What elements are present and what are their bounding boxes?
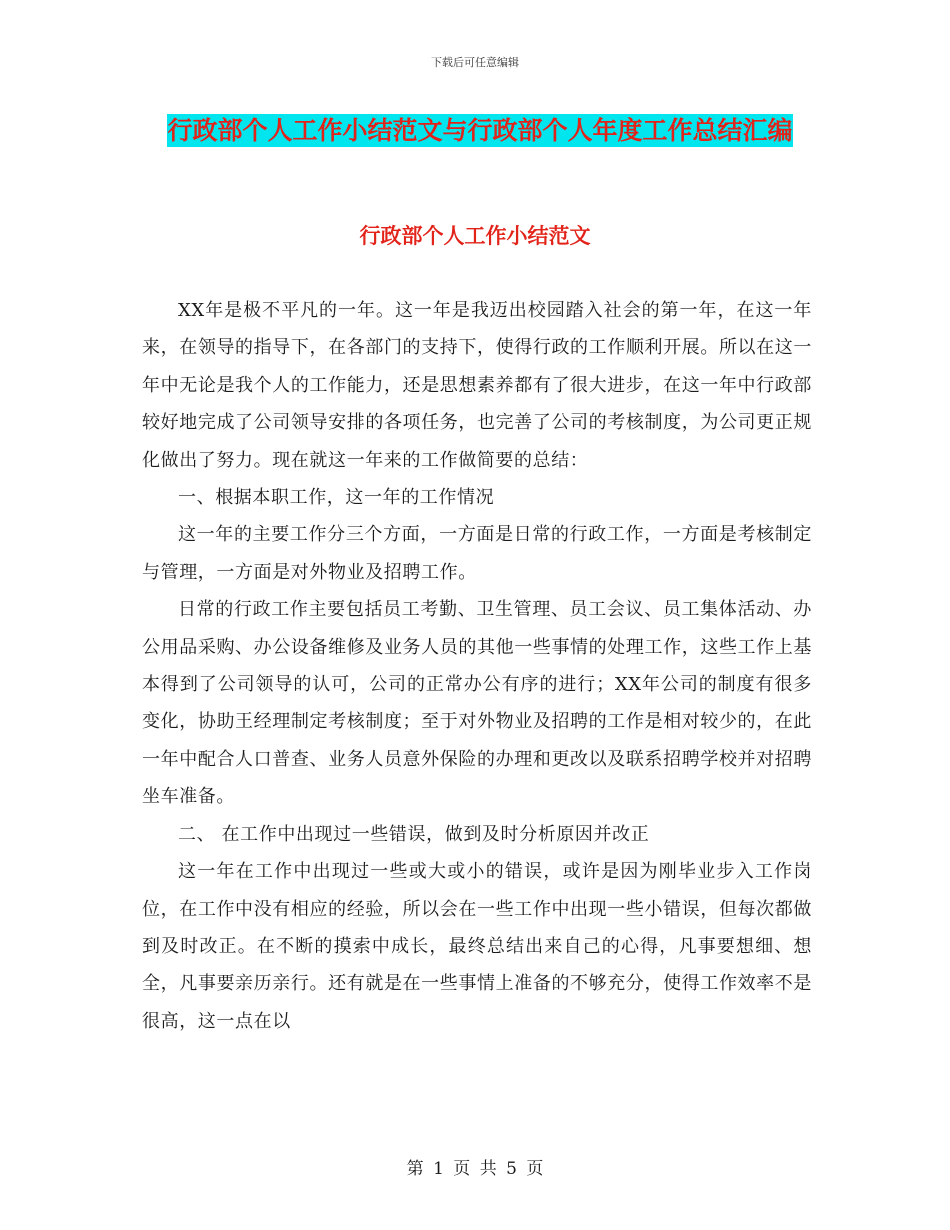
- paragraph-daily-admin: 日常的行政工作主要包括员工考勤、卫生管理、员工会议、员工集体活动、办公用品采购、办公设备维修及业务人员的其他一些事情的处理工作，这些工作上基本得到了公司领导的认可，公司的正常办公有序的进行；XX年公司的制度有很多变化，协助王经理制定考核制度；至于对外物业及招聘的工作是相对较少的，在此一年中配合人口普查、业务人员意外保险的办理和更改以及联系招聘学校并对招聘坐车准备。: [142, 599, 812, 808]
- document-body: [142, 292, 812, 1040]
- document-title-text: 行政部个人工作小结范文与行政部个人年度工作总结汇编: [167, 116, 793, 145]
- heading-one: 一、根据本职工作，这一年的工作情况: [178, 487, 495, 509]
- document-title: [140, 108, 820, 154]
- header-note: 下载后可任意编辑: [431, 56, 519, 69]
- page-footer: 第 1 页 共 5 页: [406, 1159, 544, 1179]
- paragraph-work-areas: 这一年的主要工作分三个方面，一方面是日常的行政工作，一方面是考核制定与管理，一方面是对外物业及招聘工作。: [142, 524, 812, 583]
- section-title: 行政部个人工作小结范文: [359, 224, 591, 248]
- heading-two: 二、 在工作中出现过一些错误，做到及时分析原因并改正: [178, 823, 650, 845]
- paragraph-mistakes: 这一年在工作中出现过一些或大或小的错误，或许是因为刚毕业步入工作岗位，在工作中没有相应的经验，所以会在一些工作中出现一些小错误，但每次都做到及时改正。在不断的摸索中成长，最终总结出来自己的心得，凡事要想细、想全，凡事要亲历亲行。还有就是在一些事情上准备的不够充分，使得工作效率不是很高，这一点在以: [142, 861, 812, 1032]
- paragraph-intro: XX年是极不平凡的一年。这一年是我迈出校园踏入社会的第一年，在这一年来，在领导的指导下，在各部门的支持下，使得行政的工作顺利开展。所以在这一年中无论是我个人的工作能力，还是思想素养都有了很大进步，在这一年中行政部较好地完成了公司领导安排的各项任务，也完善了公司的考核制度，为公司更正规化做出了努力。现在就这一年来的工作做简要的总结：: [142, 300, 812, 471]
